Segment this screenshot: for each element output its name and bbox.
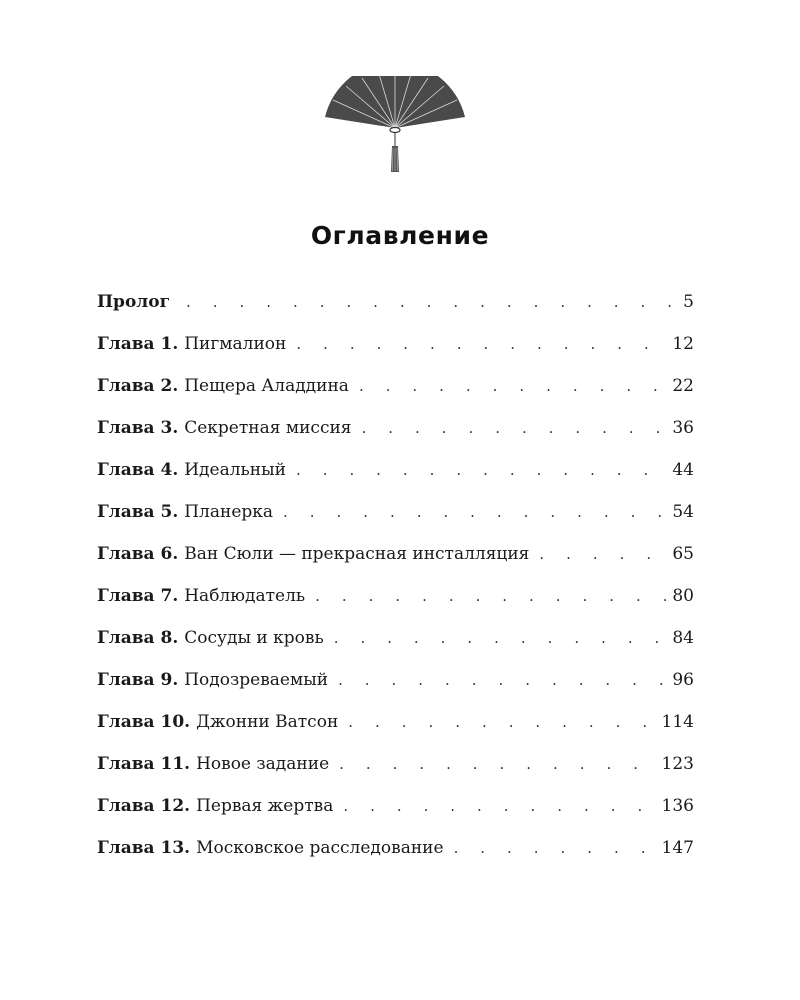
toc-entry-title: Сосуды и кровь	[184, 628, 324, 648]
toc-entry-title: Наблюдатель	[184, 586, 306, 606]
toc-entry-title: Первая жертва	[196, 796, 334, 816]
toc-entry-label: Глава 13.	[97, 838, 191, 858]
toc-entry-label: Глава 2.	[97, 376, 179, 396]
toc-entry-title: Ван Сюли — прекрасная инсталляция	[184, 544, 530, 564]
toc-entry-label: Пролог	[97, 292, 171, 312]
dot-leader	[296, 335, 666, 353]
toc-entry	[97, 586, 694, 628]
toc-entry-title: Новое задание	[196, 754, 330, 774]
toc-entry-page: 54	[672, 502, 694, 522]
toc-entry-title: Планерка	[184, 502, 274, 522]
page-title: Оглавление	[310, 220, 490, 250]
toc-entry	[97, 838, 694, 880]
toc-entry-title: Подозреваемый	[184, 670, 329, 690]
toc-entry-title: Московское расследование	[196, 838, 444, 858]
fan-icon	[322, 76, 468, 178]
dot-leader	[454, 839, 656, 857]
toc-entry	[97, 544, 694, 586]
dot-leader	[343, 797, 655, 815]
toc-entry-page: 36	[672, 418, 694, 438]
toc-entry-title: Пигмалион	[184, 334, 287, 354]
toc-entry-title: Секретная миссия	[184, 418, 352, 438]
toc-entry-label: Глава 4.	[97, 460, 179, 480]
toc-entry-page: 136	[661, 796, 694, 816]
toc-entry-page: 84	[672, 628, 694, 648]
toc-entry-label: Глава 5.	[97, 502, 179, 522]
toc-entry-page: 65	[672, 544, 694, 564]
toc-entry	[97, 628, 694, 670]
toc-entry-page: 80	[672, 586, 694, 606]
toc-entry-title: Пещера Аладдина	[184, 376, 349, 396]
toc-entry	[97, 376, 694, 418]
toc-entry-label: Глава 8.	[97, 628, 179, 648]
toc-entry	[97, 292, 694, 334]
toc-entry-page: 22	[672, 376, 694, 396]
toc-entry	[97, 502, 694, 544]
toc-entry	[97, 334, 694, 376]
table-of-contents	[97, 292, 694, 880]
toc-entry-page: 123	[661, 754, 694, 774]
toc-entry-label: Глава 9.	[97, 670, 179, 690]
toc-entry-label: Глава 12.	[97, 796, 191, 816]
toc-entry-title: Джонни Ватсон	[196, 712, 339, 732]
toc-entry-label: Глава 1.	[97, 334, 179, 354]
toc-entry-label: Глава 3.	[97, 418, 179, 438]
dot-leader	[296, 461, 666, 479]
toc-entry	[97, 670, 694, 712]
toc-entry-label: Глава 7.	[97, 586, 179, 606]
toc-entry	[97, 754, 694, 796]
dot-leader	[334, 629, 667, 647]
dot-leader	[339, 755, 655, 773]
toc-entry	[97, 460, 694, 502]
toc-entry	[97, 418, 694, 460]
dot-leader	[348, 713, 655, 731]
dot-leader	[359, 377, 666, 395]
toc-entry-label: Глава 10.	[97, 712, 191, 732]
toc-entry	[97, 712, 694, 754]
dot-leader	[338, 671, 666, 689]
dot-leader	[539, 545, 666, 563]
toc-entry	[97, 796, 694, 838]
toc-entry-page: 44	[672, 460, 694, 480]
toc-entry-title: Идеальный	[184, 460, 286, 480]
dot-leader	[186, 293, 676, 311]
toc-entry-page: 5	[683, 292, 694, 312]
dot-leader	[283, 503, 666, 521]
toc-entry-page: 114	[661, 712, 694, 732]
dot-leader	[315, 587, 666, 605]
toc-entry-page: 96	[672, 670, 694, 690]
toc-entry-label: Глава 6.	[97, 544, 179, 564]
toc-entry-page: 147	[661, 838, 694, 858]
toc-entry-page: 12	[672, 334, 694, 354]
toc-entry-label: Глава 11.	[97, 754, 191, 774]
dot-leader	[362, 419, 667, 437]
